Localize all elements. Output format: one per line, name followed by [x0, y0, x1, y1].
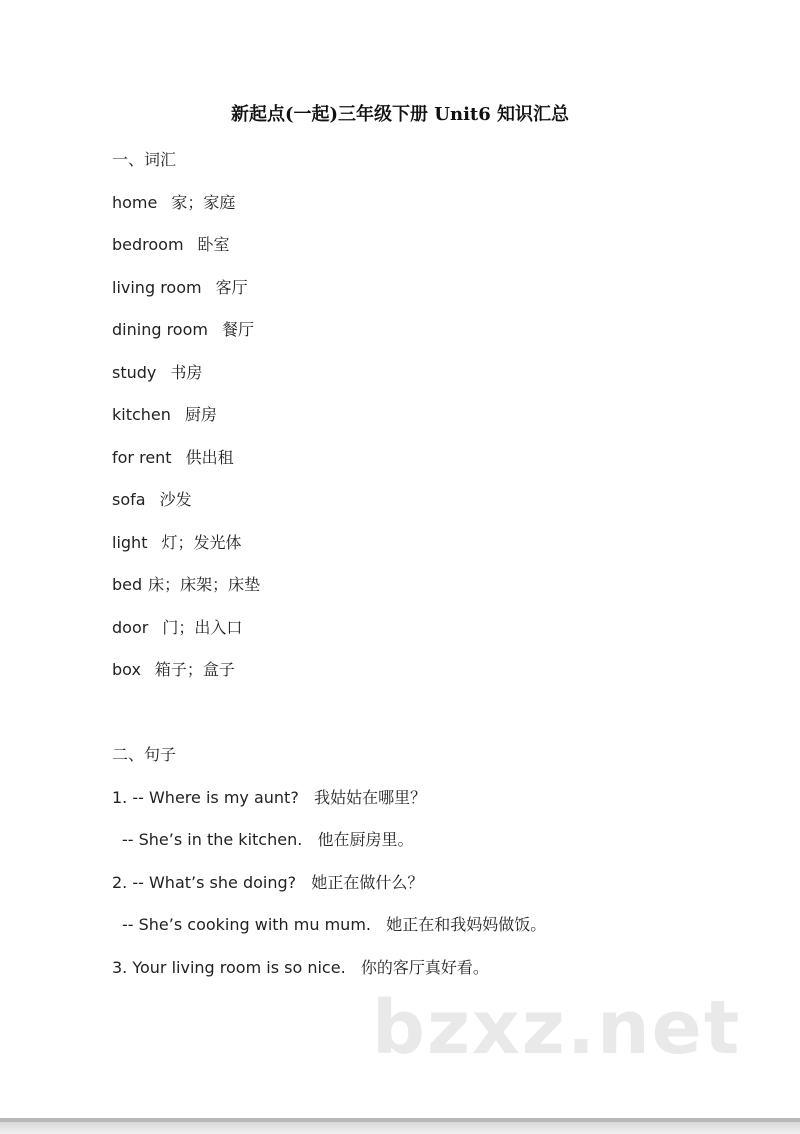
vocab-chinese: 卧室: [197, 235, 230, 254]
vocab-english: door: [112, 618, 149, 637]
vocab-chinese: 供出租: [185, 448, 234, 467]
vocab-english: home: [112, 193, 158, 212]
vocab-chinese: 灯；发光体: [161, 533, 242, 552]
vocab-chinese: 箱子；盒子: [154, 660, 235, 679]
vocab-english: study: [112, 363, 157, 382]
vocab-chinese: 客厅: [215, 278, 248, 297]
vocab-item: [112, 235, 230, 255]
sentence-line: 1. -- Where is my aunt? 我姑姑在哪里？: [112, 788, 427, 807]
vocab-english: box: [112, 660, 141, 679]
vocab-item: [112, 660, 235, 680]
section-heading-vocabulary: 一、词汇: [112, 150, 177, 169]
watermark: bzxz.net: [372, 985, 742, 1071]
vocab-english: bedroom: [112, 235, 184, 254]
vocab-chinese: 书房: [170, 363, 203, 382]
vocab-item: [112, 575, 260, 595]
section-heading-sentences: 二、句子: [112, 745, 177, 764]
sentence-line: 3. Your living room is so nice. 你的客厅真好看。: [112, 958, 489, 977]
vocab-chinese: 厨房: [184, 405, 217, 424]
page-title: 新起点(一起)三年级下册 Unit6 知识汇总: [230, 104, 570, 125]
vocab-english: for rent: [112, 448, 172, 467]
vocab-chinese: 家；家庭: [171, 193, 236, 212]
vocab-chinese: 沙发: [159, 490, 192, 509]
vocab-item: [112, 618, 242, 638]
vocab-item: [112, 320, 254, 340]
vocab-english: light: [112, 533, 148, 552]
vocab-chinese: 门；出入口: [162, 618, 243, 637]
vocab-item: [112, 405, 217, 425]
vocab-english: kitchen: [112, 405, 171, 424]
vocab-english: living room: [112, 278, 202, 297]
vocab-chinese: 餐厅: [221, 320, 254, 339]
vocab-item: [112, 490, 192, 510]
vocab-item: [112, 193, 235, 213]
vocab-item: [112, 533, 241, 553]
vocab-chinese: 床；床架；床垫: [148, 575, 261, 594]
sentence-line: -- She’s in the kitchen. 他在厨房里。: [122, 830, 414, 849]
sentence-line: -- She’s cooking with mu mum. 她正在和我妈妈做饭。: [122, 915, 547, 934]
vocab-english: bed: [112, 575, 143, 594]
vocab-english: dining room: [112, 320, 208, 339]
vocab-item: [112, 363, 202, 383]
vocab-item: [112, 278, 248, 298]
vocab-item: [112, 448, 234, 468]
page-bottom-strip: [0, 1122, 800, 1134]
sentence-line: 2. -- What’s she doing? 她正在做什么？: [112, 873, 424, 892]
vocab-english: sofa: [112, 490, 146, 509]
